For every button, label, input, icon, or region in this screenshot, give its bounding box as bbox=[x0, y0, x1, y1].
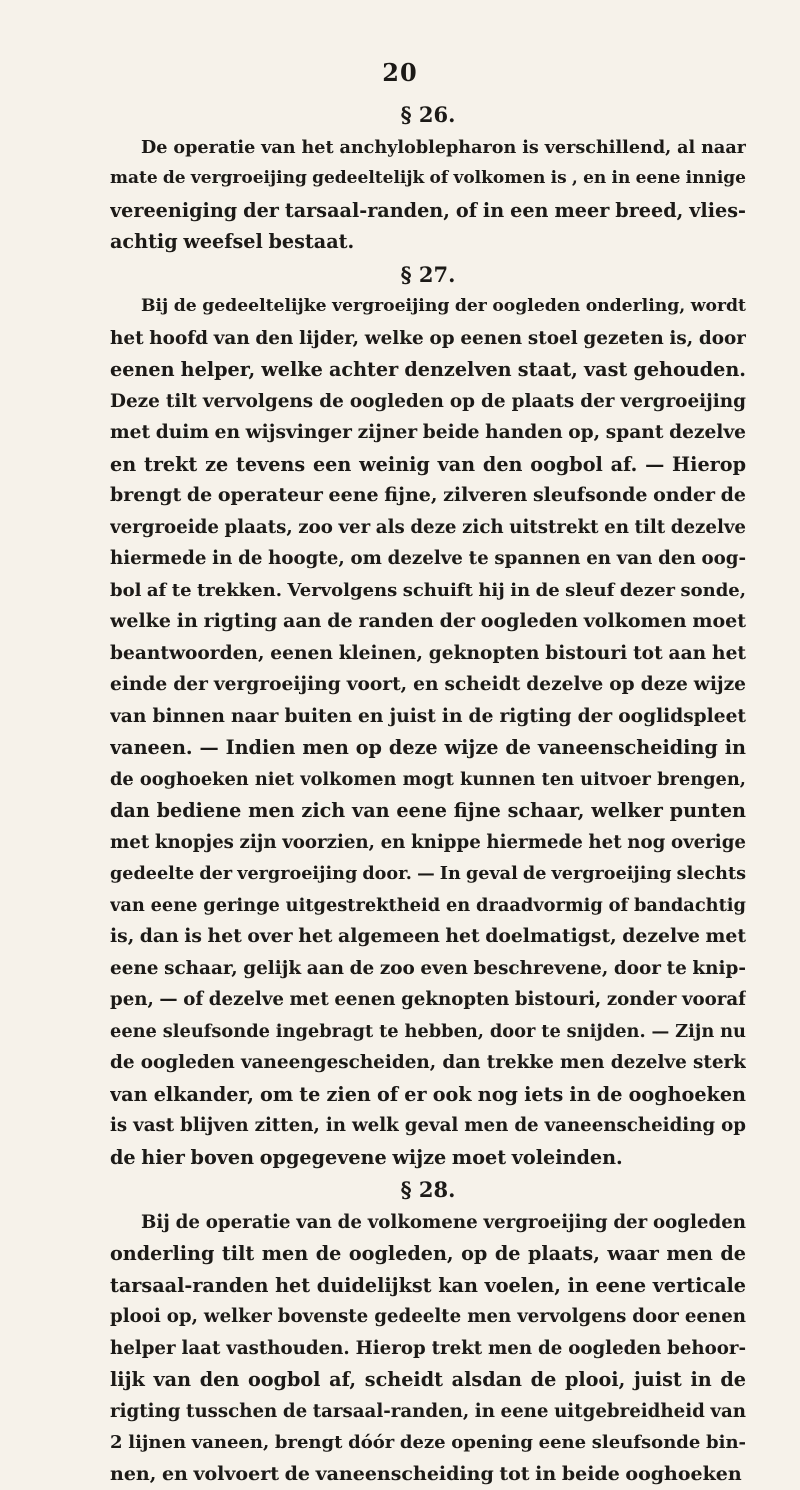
text-line: is, dan is het over het algemeen het doelmatigst, dezelve met bbox=[110, 921, 746, 953]
text-line: nen, en volvoert de vaneenscheiding tot in beide ooghoeken bbox=[110, 1459, 746, 1490]
text-line: plooi op, welker bovenste gedeelte men vervolgens door eenen bbox=[110, 1301, 746, 1333]
text-line: 2 lijnen vaneen, brengt dóór deze opening eene sleufsonde bin- bbox=[110, 1427, 746, 1459]
text-line: vaneen. — Indien men op deze wijze de vaneenscheiding in bbox=[110, 732, 746, 764]
text-line: met duim en wijsvinger zijner beide handen op, spant dezelve bbox=[110, 417, 746, 449]
text-line: van elkander, om te zien of er ook nog iets in de ooghoeken bbox=[110, 1079, 746, 1111]
text-line: de oogleden vaneengescheiden, dan trekke men dezelve sterk bbox=[110, 1047, 746, 1079]
text-line: mate de vergroeijing gedeeltelijk of volkomen is , en in eene innige bbox=[110, 163, 746, 195]
text-line: bol af te trekken. Vervolgens schuift hij in de sleuf dezer sonde, bbox=[110, 575, 746, 607]
text-line: helper laat vasthouden. Hierop trekt men de oogleden behoor- bbox=[110, 1333, 746, 1365]
text-line: hiermede in de hoogte, om dezelve te spannen en van den oog- bbox=[110, 543, 746, 575]
text-line: rigting tusschen de tarsaal-randen, in eene uitgebreidheid van bbox=[110, 1396, 746, 1428]
text-line: vereeniging der tarsaal-randen, of in een meer breed, vlies- bbox=[110, 195, 746, 227]
text-line: De operatie van het anchyloblepharon is verschillend, al naar bbox=[110, 132, 746, 164]
section-heading: § 28. bbox=[110, 1173, 746, 1207]
text-line: vergroeide plaats, zoo ver als deze zich uitstrekt en tilt dezelve bbox=[110, 512, 746, 544]
text-line: pen, — of dezelve met eenen geknopten bistouri, zonder vooraf bbox=[110, 984, 746, 1016]
page-number: 20 bbox=[0, 58, 800, 87]
text-line: de ooghoeken niet volkomen mogt kunnen ten uitvoer brengen, bbox=[110, 764, 746, 796]
text-line: eene sleufsonde ingebragt te hebben, door te snijden. — Zijn nu bbox=[110, 1016, 746, 1048]
text-line: van binnen naar buiten en juist in de rigting der ooglidspleet bbox=[110, 701, 746, 733]
text-line: is vast blijven zitten, in welk geval men de vaneenscheiding op bbox=[110, 1110, 746, 1142]
text-line: gedeelte der vergroeijing door. — In geval de vergroeijing slechts bbox=[110, 858, 746, 890]
text-line: eene schaar, gelijk aan de zoo even beschrevene, door te knip- bbox=[110, 953, 746, 985]
text-line: lijk van den oogbol af, scheidt alsdan de plooi, juist in de bbox=[110, 1364, 746, 1396]
text-line: Deze tilt vervolgens de oogleden op de plaats der vergroeijing bbox=[110, 386, 746, 418]
text-line: brengt de operateur eene fijne, zilveren sleufsonde onder de bbox=[110, 480, 746, 512]
text-line: Bij de operatie van de volkomene vergroeijing der oogleden bbox=[110, 1207, 746, 1239]
text-line: Bij de gedeeltelijke vergroeijing der oogleden onderling, wordt bbox=[110, 291, 746, 323]
text-line: onderling tilt men de oogleden, op de plaats, waar men de bbox=[110, 1238, 746, 1270]
text-line: met knopjes zijn voorzien, en knippe hiermede het nog overige bbox=[110, 827, 746, 859]
paragraph bbox=[110, 291, 746, 1173]
section-heading: § 26. bbox=[110, 98, 746, 132]
text-line: dan bediene men zich van eene fijne schaar, welker punten bbox=[110, 795, 746, 827]
text-line: de hier boven opgegevene wijze moet voleinden. bbox=[110, 1142, 746, 1174]
text-line: het hoofd van den lijder, welke op eenen stoel gezeten is, door bbox=[110, 323, 746, 355]
text-line: eenen helper, welke achter denzelven staat, vast gehouden. bbox=[110, 354, 746, 386]
paragraph bbox=[110, 1207, 746, 1490]
paragraph bbox=[110, 132, 746, 258]
text-line: en trekt ze tevens een weinig van den oogbol af. — Hierop bbox=[110, 449, 746, 481]
section-heading: § 27. bbox=[110, 258, 746, 292]
page-body bbox=[110, 98, 746, 1490]
text-line: welke in rigting aan de randen der oogleden volkomen moet bbox=[110, 606, 746, 638]
text-line: einde der vergroeijing voort, en scheidt dezelve op deze wijze bbox=[110, 669, 746, 701]
text-line: achtig weefsel bestaat. bbox=[110, 226, 746, 258]
text-line: tarsaal-randen het duidelijkst kan voelen, in eene verticale bbox=[110, 1270, 746, 1302]
text-line: beantwoorden, eenen kleinen, geknopten bistouri tot aan het bbox=[110, 638, 746, 670]
text-line: van eene geringe uitgestrektheid en draadvormig of bandachtig bbox=[110, 890, 746, 922]
